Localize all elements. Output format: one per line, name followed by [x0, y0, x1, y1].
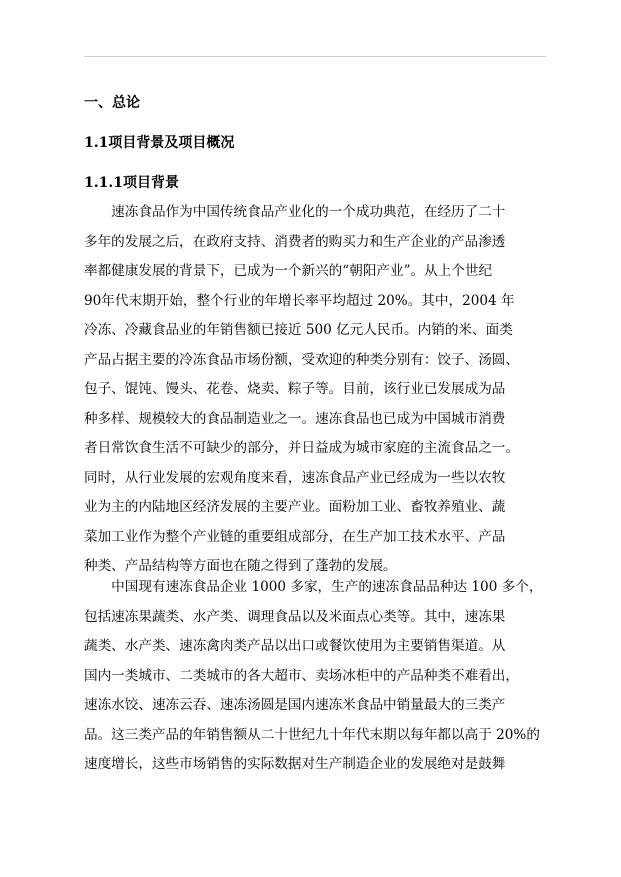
paragraph-background: [84, 198, 554, 582]
paragraph-line: 包子、馄饨、馒头、花卷、烧卖、粽子等。目前，该行业已发展成为品: [84, 381, 506, 397]
paragraph-line: 中国现有速冻食品企业 1000 多家，生产的速冻食品品种达 100 多个，: [84, 579, 543, 595]
section-heading-1: 一、总论: [84, 95, 140, 111]
paragraph-line: 品。这三类产品的年销售额从二十世纪九十年代末期以每年都以高于 20%的: [84, 726, 540, 743]
paragraph-line: 同时，从行业发展的宏观角度来看，速冻食品产业已经成为一些以农牧: [84, 469, 506, 486]
paragraph-line: 产品占据主要的冷冻食品市场份额，受欢迎的种类分别有：饺子、汤圆、: [84, 351, 519, 368]
paragraph-line: 菜加工业作为整个产业链的重要组成部分，在生产加工技术水平、产品: [84, 528, 506, 545]
paragraph-line: 种多样、规模较大的食品制造业之一。速冻食品也已成为中国城市消费: [84, 410, 506, 427]
paragraph-line: 包括速冻果蔬类、水产类、调理食品以及米面点心类等。其中，速冻果: [84, 608, 506, 625]
paragraph-line: 蔬类、水产类、速冻禽肉类产品以出口或餐饮使用为主要销售渠道。从: [84, 638, 506, 654]
paragraph-line: 速度增长，这些市场销售的实际数据对生产制造企业的发展绝对是鼓舞: [84, 756, 506, 772]
paragraph-line: 率都健康发展的背景下，已成为一个新兴的“朝阳产业”。从上个世纪: [84, 263, 493, 279]
paragraph-line: 国内一类城市、二类城市的各大超市、卖场冰柜中的产品种类不难看出，: [84, 667, 519, 684]
paragraph-line: 90年代末期开始，整个行业的年增长率平均超过 20%。其中，2004 年: [84, 292, 515, 309]
paragraph-line: 业为主的内陆地区经济发展的主要产业。面粉加工业、畜牧养殖业、蔬: [84, 499, 506, 515]
paragraph-line: 速冻水饺、速冻云吞、速冻汤圆是国内速冻米食品中销量最大的三类产: [84, 697, 506, 713]
header-rule: [84, 56, 546, 57]
paragraph-line: 种类、产品结构等方面也在随之得到了蓬勃的发展。: [84, 558, 397, 574]
section-heading-1-1-1: 1.1.1项目背景: [84, 175, 179, 191]
paragraph-line: 速冻食品作为中国传统食品产业化的一个成功典范，在经历了二十: [84, 204, 506, 220]
paragraph-line: 冷冻、冷藏食品业的年销售额已接近 500 亿元人民币。内销的米、面类: [84, 322, 513, 338]
paragraph-market: [84, 573, 554, 780]
paragraph-line: 者日常饮食生活不可缺少的部分，并日益成为城市家庭的主流食品之一。: [84, 440, 519, 456]
paragraph-line: 多年的发展之后，在政府支持、消费者的购买力和生产企业的产品渗透: [84, 233, 506, 250]
section-heading-1-1: 1.1项目背景及项目概况: [84, 135, 235, 151]
